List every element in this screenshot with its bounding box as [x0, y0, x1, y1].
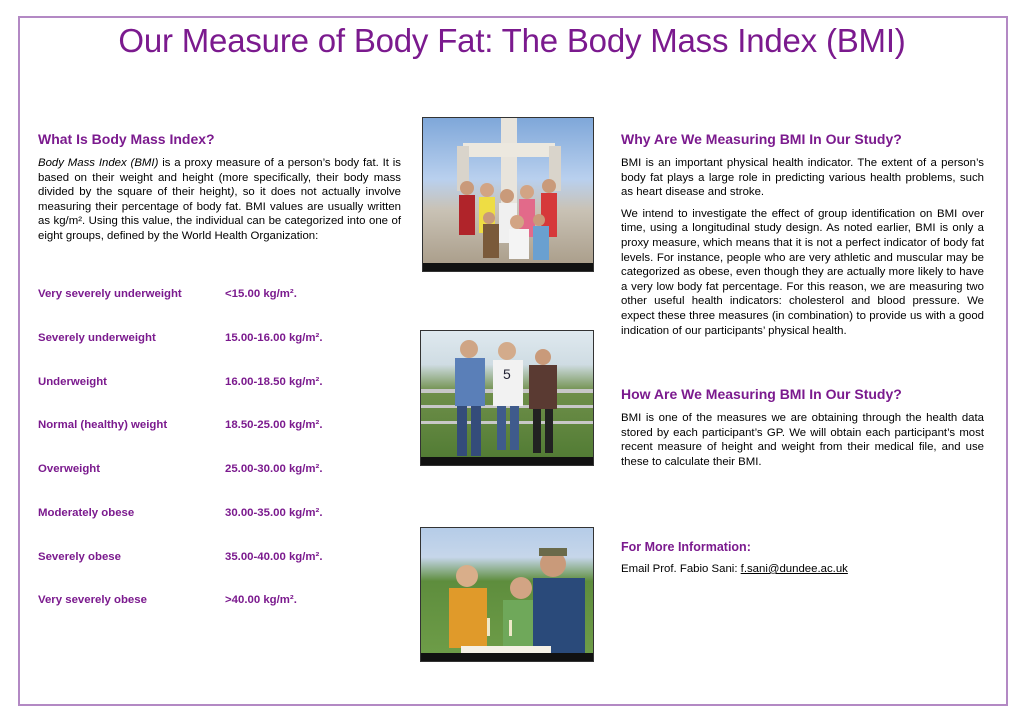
bmi-category-name: Overweight — [38, 463, 101, 475]
why-bmi-section — [621, 131, 984, 345]
bmi-category-range: <15.00 kg/m². — [225, 288, 297, 300]
contact-email-link[interactable]: f.sani@dundee.ac.uk — [740, 563, 848, 575]
how-bmi-paragraph: BMI is one of the measures we are obtaining through the health data stored by each participant’s GP. We will obtain each participant’s most recent measure of height and weight from their medical file, and use these to calculate their BMI. — [621, 412, 984, 468]
bmi-definition-part-b: , so it does not actually involve measuring their percentage of body fat. BMI values are usually written as kg/m². Using this value, the individual can be categorized into one of eight groups, defined by the World Health Organization: — [38, 186, 401, 242]
more-info-heading: For More Information: — [621, 540, 751, 554]
bmi-category-range: 30.00-35.00 kg/m². — [225, 507, 323, 519]
bmi-definition-paren: ) — [230, 186, 235, 199]
bmi-category-name: Moderately obese — [38, 507, 135, 519]
group-photo-picnic — [420, 527, 594, 662]
bmi-category-name: Underweight — [38, 376, 107, 388]
group-photo-picnic-illustration — [421, 528, 594, 662]
bmi-category-name: Very severely obese — [38, 594, 147, 606]
bmi-category-range: 15.00-16.00 kg/m². — [225, 332, 323, 344]
group-photo-monument-illustration — [423, 118, 594, 272]
why-bmi-paragraph-2: We intend to investigate the effect of group identification on BMI over time, using a longitudinal study design. As noted earlier, BMI is only a proxy measure, which means that it is not a perfect indicator of body fat levels. For instance, people who are very athletic and muscular may be categorized as obese, even though they are actually more likely to have a very low body fat percentage. For this reason, we are measuring two other useful health indicators: cholesterol and blood pressure. We expect these three measures (in combination) to provide us with a good indication of our participants’ physical health. — [621, 207, 984, 337]
bmi-category-name: Severely underweight — [38, 332, 156, 344]
bmi-category-range: 18.50-25.00 kg/m². — [225, 419, 323, 431]
bmi-definition-text — [38, 156, 401, 244]
bmi-category-name: Normal (healthy) weight — [38, 419, 168, 431]
bmi-definition-part-a: is a proxy measure of a person’s body fat. It is based on their weight and height (more specifically, their body mass divided by the square of their height — [38, 157, 402, 199]
contact-prefix: Email Prof. Fabio Sani: — [621, 563, 741, 575]
how-bmi-section — [621, 386, 984, 476]
bmi-category-range: 16.00-18.50 kg/m². — [225, 376, 323, 388]
bmi-term: Body Mass Index (BMI) — [38, 157, 159, 169]
photo-credit-strip — [421, 653, 593, 661]
group-photo-monument — [422, 117, 594, 272]
photo-credit-strip — [423, 263, 593, 271]
page-title: Our Measure of Body Fat: The Body Mass Index (BMI) — [118, 22, 906, 59]
how-bmi-heading: How Are We Measuring BMI In Our Study? — [621, 386, 902, 402]
bmi-category-range: >40.00 kg/m². — [225, 594, 297, 606]
group-photo-fence-illustration — [421, 331, 594, 466]
bmi-definition-section — [38, 131, 401, 251]
svg-text:5: 5 — [503, 366, 511, 382]
group-photo-fence — [420, 330, 594, 466]
why-bmi-heading: Why Are We Measuring BMI In Our Study? — [621, 131, 902, 147]
bmi-category-name: Severely obese — [38, 551, 121, 563]
photo-credit-strip — [421, 457, 593, 465]
bmi-category-range: 25.00-30.00 kg/m². — [225, 463, 323, 475]
bmi-category-name: Very severely underweight — [38, 288, 182, 300]
more-info-section — [621, 539, 984, 577]
bmi-definition-heading: What Is Body Mass Index? — [38, 131, 215, 147]
why-bmi-paragraph-1: BMI is an important physical health indicator. The extent of a person’s body fat plays a large role in predicting various health problems, such as heart disease and stroke. — [621, 157, 984, 199]
bmi-category-range: 35.00-40.00 kg/m². — [225, 551, 323, 563]
contact-line — [621, 562, 984, 577]
